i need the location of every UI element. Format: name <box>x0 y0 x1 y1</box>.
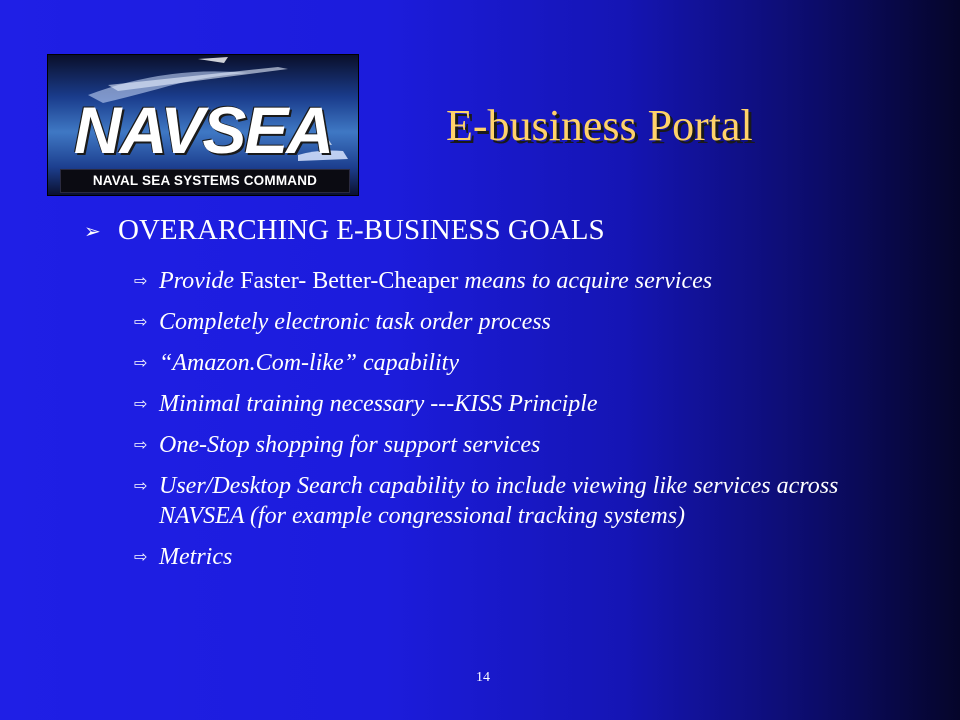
arrowhead-bullet-icon: ➢ <box>84 218 101 243</box>
goal-item <box>134 266 854 296</box>
logo-wordmark: NAVSEA <box>73 93 333 167</box>
goal-item-text: One-Stop shopping for support services <box>159 432 541 458</box>
goal-item <box>134 542 854 572</box>
goals-heading-row <box>84 214 605 247</box>
goal-item-text: Faster- Better-Cheaper <box>240 268 465 294</box>
hollow-arrow-bullet-icon: ⇨ <box>134 353 148 372</box>
goal-item <box>134 348 854 378</box>
hollow-arrow-bullet-icon: ⇨ <box>134 271 148 290</box>
goal-item <box>134 471 854 531</box>
goal-item-text: Provide <box>159 268 241 294</box>
goal-item <box>134 389 854 419</box>
navsea-logo <box>47 54 359 196</box>
goal-item-text: User/Desktop Search capability to include viewing like services across NAVSEA (for example congressional tracking systems) <box>159 473 839 529</box>
goal-item-text: Metrics <box>159 544 233 570</box>
hollow-arrow-bullet-icon: ⇨ <box>134 435 148 454</box>
hollow-arrow-bullet-icon: ⇨ <box>134 312 148 331</box>
goals-heading: OVERARCHING E-BUSINESS GOALS <box>118 214 605 246</box>
goal-item-text: Completely electronic task order process <box>159 309 551 335</box>
hollow-arrow-bullet-icon: ⇨ <box>134 547 148 566</box>
goals-list <box>134 266 854 583</box>
logo-tagline: NAVAL SEA SYSTEMS COMMAND <box>60 169 350 193</box>
goal-item-text: means to acquire services <box>464 268 713 294</box>
hollow-arrow-bullet-icon: ⇨ <box>134 476 148 495</box>
hollow-arrow-bullet-icon: ⇨ <box>134 394 148 413</box>
goal-item-text: Minimal training necessary ---KISS Principle <box>159 391 598 417</box>
goal-item-text: “Amazon.Com-like” capability <box>159 350 459 376</box>
goal-item <box>134 307 854 337</box>
goal-item <box>134 430 854 460</box>
page-number: 14 <box>476 670 490 685</box>
slide-title: E-business Portal <box>446 101 753 150</box>
